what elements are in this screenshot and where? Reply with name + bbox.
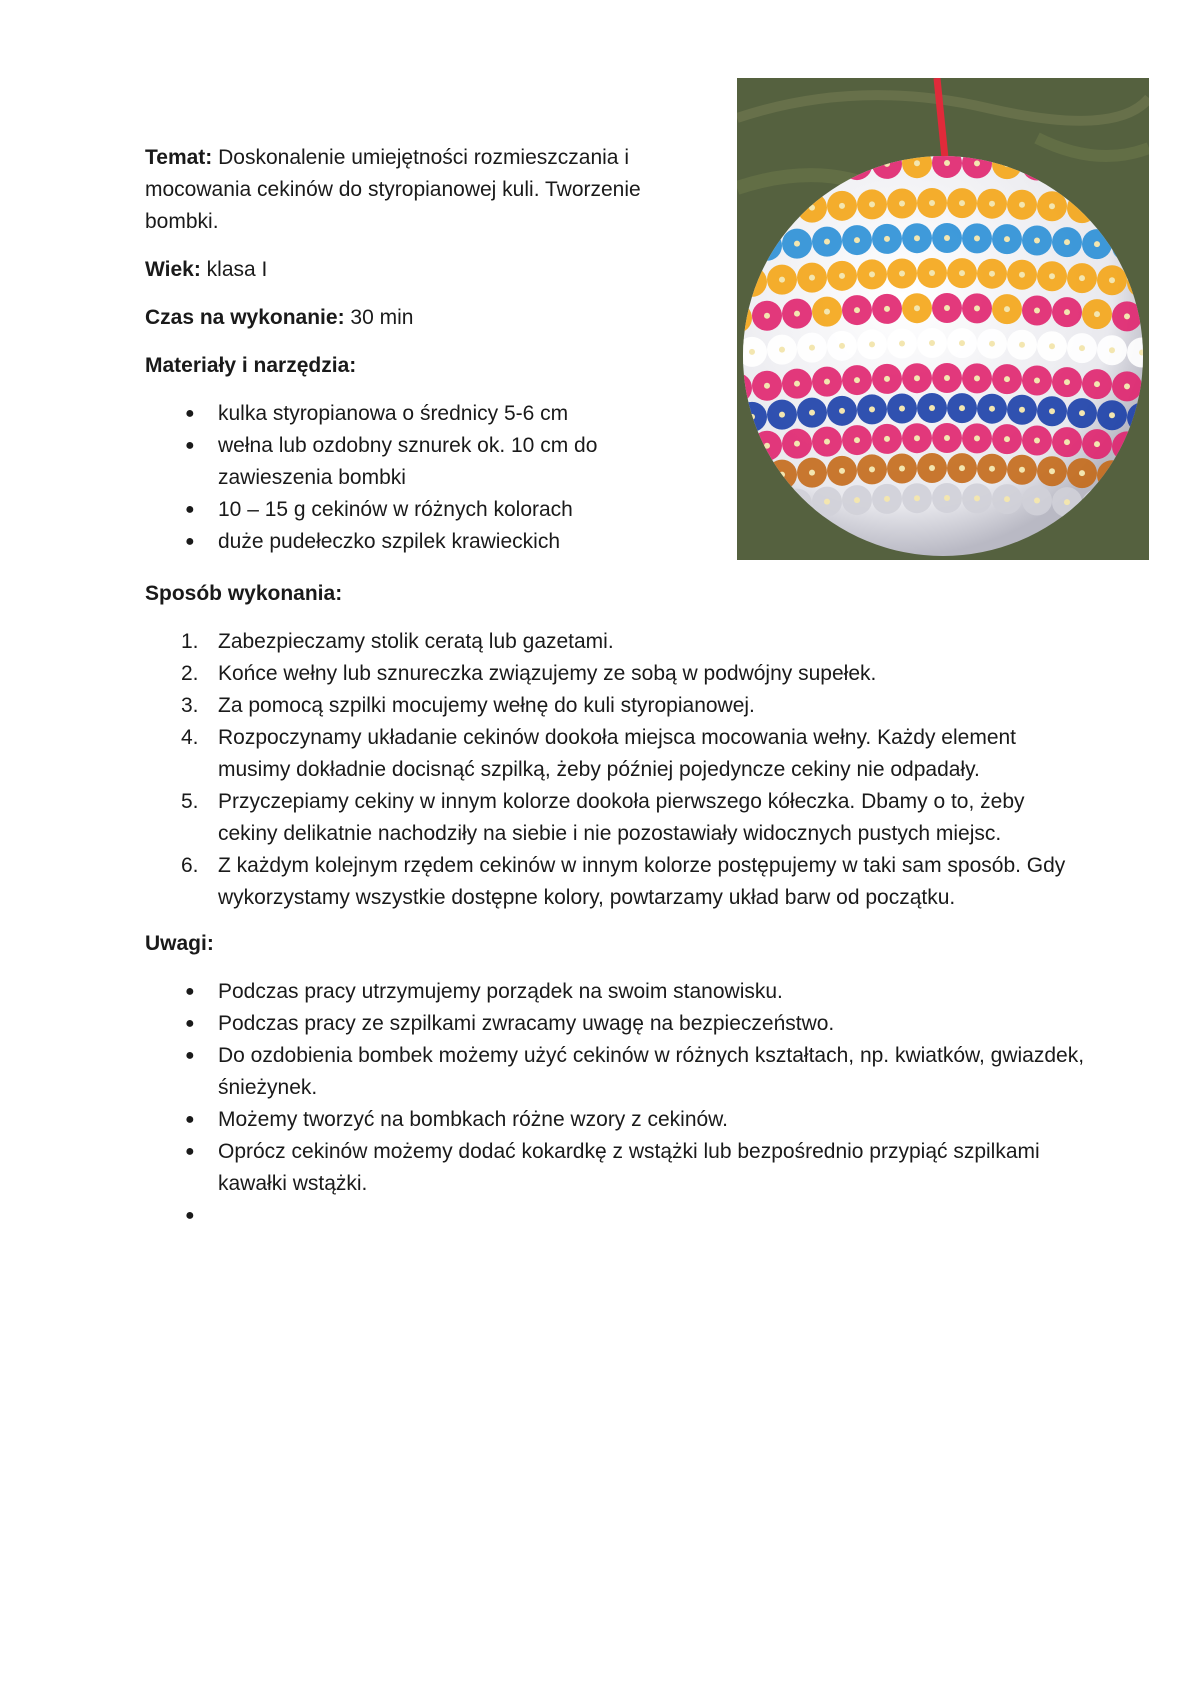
pin-head-shape [1019, 407, 1025, 413]
list-item [145, 1136, 1085, 1200]
pin-head-shape [914, 375, 920, 381]
step-number: 2. [181, 662, 199, 685]
pin-head-shape [1049, 408, 1055, 414]
bullet-icon: ● [185, 405, 195, 422]
pin-head-shape [944, 375, 950, 381]
pin-head-shape [1124, 383, 1130, 389]
list-item-text: Możemy tworzyć na bombkach różne wzory z cekinów. [218, 1108, 729, 1131]
step-number: 6. [181, 854, 199, 877]
list-item [145, 786, 1085, 850]
pin-head-shape [1094, 381, 1100, 387]
list-item [145, 1008, 1085, 1040]
pin-head-shape [1064, 379, 1070, 385]
pin-head-shape [824, 239, 830, 245]
list-item-text: Za pomocą szpilki mocujemy wełnę do kuli styropianowej. [218, 694, 755, 717]
list-item [145, 494, 705, 526]
notes-list [145, 976, 1085, 1224]
pin-head-shape [1109, 277, 1115, 283]
pin-head-shape [974, 160, 980, 166]
list-item-text: Rozpoczynamy układanie cekinów dookoła miejsca mocowania wełny. Każdy element musimy dokładnie docisnąć szpilką, żeby później pojedyncze cekiny nie odpadały. [218, 726, 1017, 781]
pin-head-shape [1064, 309, 1070, 315]
pin-head-shape [1049, 273, 1055, 279]
bullet-icon: ● [185, 1047, 195, 1064]
age-label: Wiek: [145, 258, 201, 281]
pin-head-shape [899, 465, 905, 471]
bullet-icon: ● [185, 1207, 195, 1224]
list-item [145, 976, 1085, 1008]
pin-head-shape [944, 435, 950, 441]
pin-head-shape [824, 309, 830, 315]
pin-head-shape [974, 435, 980, 441]
bullet-icon: ● [185, 533, 195, 550]
list-item-text: duże pudełeczko szpilek krawieckich [218, 530, 560, 553]
pin-head-shape [1019, 467, 1025, 473]
time-label: Czas na wykonanie: [145, 306, 345, 329]
list-item [145, 1040, 1085, 1104]
pin-head-shape [989, 406, 995, 412]
pin-head-shape [824, 499, 830, 505]
list-item [145, 690, 1085, 722]
pin-head-shape [974, 495, 980, 501]
pin-head-shape [839, 468, 845, 474]
list-item [145, 658, 1085, 690]
pin-head-shape [1109, 412, 1115, 418]
bullet-icon: ● [185, 501, 195, 518]
list-item-text: Podczas pracy utrzymujemy porządek na swoim stanowisku. [218, 980, 783, 1003]
pin-head-shape [1064, 239, 1070, 245]
pin-head-shape [809, 470, 815, 476]
pin-head-shape [839, 408, 845, 414]
pin-head-shape [869, 466, 875, 472]
list-item-text: 10 – 15 g cekinów w różnych kolorach [218, 498, 573, 521]
pin-head-shape [929, 270, 935, 276]
pin-head-shape [749, 349, 755, 355]
pin-head-shape [899, 270, 905, 276]
list-item [145, 626, 1085, 658]
bullet-icon: ● [185, 983, 195, 1000]
step-number: 4. [181, 726, 199, 749]
pin-head-shape [1004, 236, 1010, 242]
pin-head-shape [794, 381, 800, 387]
topic-line [145, 142, 705, 238]
pin-head-shape [1004, 496, 1010, 502]
pin-head-shape [1034, 377, 1040, 383]
pin-head-shape [824, 379, 830, 385]
list-item [145, 526, 705, 558]
pin-head-shape [854, 497, 860, 503]
pin-head-shape [884, 376, 890, 382]
pin-head-shape [989, 341, 995, 347]
pin-head-shape [944, 495, 950, 501]
list-item-text: Przyczepiamy cekiny w innym kolorze dookoła pierwszego kółeczka. Dbamy o to, żeby cekiny delikatnie nachodziły na siebie i nie pozostawiały widocznych pustych miejsc. [218, 790, 1025, 845]
bullet-icon: ● [185, 1143, 195, 1160]
pin-head-shape [839, 273, 845, 279]
age-line [145, 254, 705, 286]
bullet-icon: ● [185, 1015, 195, 1032]
pin-head-shape [1034, 497, 1040, 503]
pin-head-shape [944, 160, 950, 166]
pin-head-shape [914, 160, 920, 166]
list-item-text: kulka styropianowa o średnicy 5-6 cm [218, 402, 569, 425]
age-text: klasa I [200, 258, 268, 281]
pin-head-shape [914, 435, 920, 441]
pin-head-shape [1064, 499, 1070, 505]
list-item-text: Oprócz cekinów możemy dodać kokardkę z wstążki lub bezpośrednio przypiąć szpilkami kawałki wstążki. [218, 1140, 1040, 1195]
method-steps-list [145, 626, 1085, 914]
pin-head-shape [989, 271, 995, 277]
pin-head-shape [914, 495, 920, 501]
pin-head-shape [794, 241, 800, 247]
pin-head-shape [1109, 347, 1115, 353]
pin-head-shape [809, 275, 815, 281]
time-text: 30 min [344, 306, 414, 329]
pin-head-shape [839, 203, 845, 209]
list-item-text: Końce wełny lub sznureczka związujemy ze sobą w podwójny supełek. [218, 662, 877, 685]
pin-head-shape [959, 405, 965, 411]
pin-head-shape [884, 236, 890, 242]
pin-head-shape [854, 307, 860, 313]
pin-head-shape [899, 200, 905, 206]
pin-head-shape [929, 340, 935, 346]
pin-head-shape [839, 343, 845, 349]
notes-heading: Uwagi: [145, 932, 214, 955]
pin-head-shape [1034, 437, 1040, 443]
pin-head-shape [1034, 237, 1040, 243]
pin-head-shape [929, 200, 935, 206]
pin-head-shape [1079, 345, 1085, 351]
materials-list [145, 398, 705, 558]
list-item [145, 430, 705, 494]
pin-head-shape [989, 201, 995, 207]
pin-head-shape [809, 345, 815, 351]
list-item [145, 722, 1085, 786]
pin-head-shape [869, 341, 875, 347]
pin-head-shape [1094, 441, 1100, 447]
pin-head-shape [1019, 342, 1025, 348]
list-item-text: wełna lub ozdobny sznurek ok. 10 cm do zawieszenia bombki [218, 434, 598, 489]
pin-head-shape [854, 377, 860, 383]
bauble-illustration [737, 78, 1149, 560]
list-item [145, 850, 1085, 914]
pin-head-shape [959, 200, 965, 206]
pin-head-shape [1049, 343, 1055, 349]
pin-head-shape [794, 311, 800, 317]
list-item [145, 1104, 1085, 1136]
pin-head-shape [869, 406, 875, 412]
pin-head-shape [794, 441, 800, 447]
pin-head-shape [1064, 439, 1070, 445]
pin-head-shape [1079, 470, 1085, 476]
pin-head-shape [884, 436, 890, 442]
pin-head-shape [929, 405, 935, 411]
pin-head-shape [779, 412, 785, 418]
pin-head-shape [974, 235, 980, 241]
pin-head-shape [929, 465, 935, 471]
list-item [145, 398, 705, 430]
step-number: 1. [181, 630, 199, 653]
sequin-bauble-photo [737, 78, 1149, 560]
step-number: 5. [181, 790, 199, 813]
method-heading: Sposób wykonania: [145, 582, 343, 605]
pin-head-shape [959, 465, 965, 471]
pin-head-shape [989, 466, 995, 472]
intro-section [145, 142, 705, 572]
bullet-icon: ● [185, 437, 195, 454]
pin-head-shape [1049, 203, 1055, 209]
pin-head-shape [854, 437, 860, 443]
pin-head-shape [824, 439, 830, 445]
pin-head-shape [959, 340, 965, 346]
pin-head-shape [1079, 275, 1085, 281]
pin-head-shape [779, 347, 785, 353]
pin-head-shape [959, 270, 965, 276]
list-item-text: Z każdym kolejnym rzędem cekinów w innym kolorze postępujemy w taki sam sposób. Gdy wykorzystamy wszystkie dostępne kolory, powtarzamy układ barw od początku. [218, 854, 1066, 909]
pin-head-shape [854, 237, 860, 243]
pin-head-shape [884, 306, 890, 312]
topic-text: Doskonalenie umiejętności rozmieszczania i mocowania cekinów do styropianowej kuli. Tworzenie bombki. [145, 146, 641, 233]
pin-head-shape [1019, 272, 1025, 278]
pin-head-shape [1124, 313, 1130, 319]
pin-head-shape [1004, 376, 1010, 382]
list-item-text: Do ozdobienia bombek możemy użyć cekinów w różnych kształtach, np. kwiatków, gwiazdek, śnieżynek. [218, 1044, 1085, 1099]
pin-head-shape [974, 375, 980, 381]
topic-label: Temat: [145, 146, 213, 169]
step-number: 3. [181, 694, 199, 717]
bullet-icon: ● [185, 1111, 195, 1128]
pin-head-shape [1094, 311, 1100, 317]
pin-head-shape [1079, 410, 1085, 416]
pin-head-shape [869, 201, 875, 207]
main-section [145, 578, 1085, 1224]
pin-head-shape [1019, 202, 1025, 208]
pin-head-shape [1004, 306, 1010, 312]
pin-head-shape [944, 305, 950, 311]
pin-head-shape [764, 313, 770, 319]
pin-head-shape [914, 305, 920, 311]
pin-head-shape [1094, 241, 1100, 247]
pin-head-shape [974, 305, 980, 311]
pin-head-shape [779, 277, 785, 283]
pin-head-shape [1004, 436, 1010, 442]
pin-head-shape [884, 496, 890, 502]
pin-head-shape [1034, 307, 1040, 313]
pin-head-shape [944, 235, 950, 241]
pin-head-shape [1049, 468, 1055, 474]
pin-head-shape [869, 271, 875, 277]
pin-head-shape [764, 383, 770, 389]
pin-head-shape [914, 235, 920, 241]
list-item-text: Zabezpieczamy stolik ceratą lub gazetami. [218, 630, 614, 653]
pin-head-shape [809, 410, 815, 416]
materials-heading: Materiały i narzędzia: [145, 354, 357, 377]
pin-head-shape [899, 340, 905, 346]
time-line [145, 302, 705, 334]
list-item-text: Podczas pracy ze szpilkami zwracamy uwagę na bezpieczeństwo. [218, 1012, 835, 1035]
pin-head-shape [899, 405, 905, 411]
